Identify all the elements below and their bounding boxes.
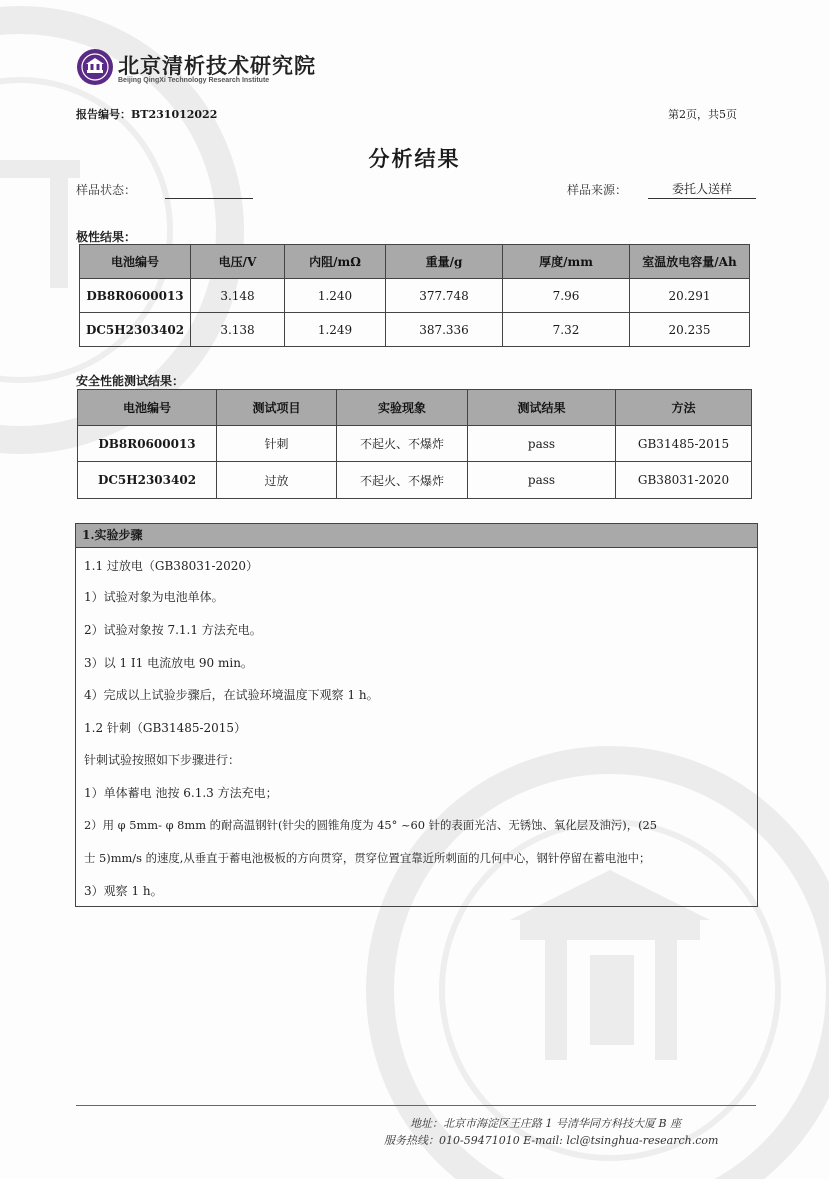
step-line: 3）观察 1 h。 — [84, 884, 163, 898]
phenomenon-cell: 不起火、不爆炸 — [337, 462, 468, 499]
safety-table — [77, 389, 752, 499]
step-line: 1.1 过放电（GB38031-2020） — [84, 559, 259, 573]
sample-state-value — [165, 181, 253, 199]
thickness-cell: 7.96 — [503, 279, 630, 313]
step-line: 2）试验对象按 7.1.1 方法充电。 — [84, 623, 262, 637]
polarity-header-cell: 厚度/mm — [503, 245, 630, 279]
org-name-en: Beijing QingXi Technology Research Institute — [118, 77, 270, 84]
phenomenon-cell: 不起火、不爆炸 — [337, 426, 468, 462]
polarity-header-cell: 电压/V — [191, 245, 285, 279]
safety-header-row — [78, 390, 752, 426]
footer-hotline: 服务热线：010-59471010 E-mail: lcl@tsinghua-research.com — [384, 1134, 719, 1147]
footer-address: 地址：北京市海淀区王庄路 1 号清华同方科技大厦 B 座 — [410, 1117, 682, 1130]
org-name-cn: 北京清析技术研究院 — [118, 53, 316, 78]
table-row — [78, 426, 752, 462]
page-title: 分析结果 — [368, 146, 461, 171]
step-line: 3）以 1 I1 电流放电 90 min。 — [84, 656, 253, 670]
battery-id-cell: DB8R0600013 — [78, 426, 217, 462]
safety-header-cell: 方法 — [616, 390, 752, 426]
report-number-label: 报告编号： — [76, 108, 131, 121]
voltage-cell: 3.148 — [191, 279, 285, 313]
sample-state-label: 样品状态： — [76, 183, 137, 197]
capacity-cell: 20.291 — [630, 279, 750, 313]
polarity-table — [79, 244, 750, 347]
weight-cell: 387.336 — [386, 313, 503, 347]
footer-divider — [76, 1105, 756, 1106]
polarity-section-title: 极性结果： — [76, 230, 137, 244]
method-cell: GB31485-2015 — [616, 426, 752, 462]
result-cell: pass — [468, 426, 616, 462]
test-item-cell: 针刺 — [217, 426, 337, 462]
resistance-cell: 1.249 — [285, 313, 386, 347]
resistance-cell: 1.240 — [285, 279, 386, 313]
step-line: 1）单体蓄电 池按 6.1.3 方法充电； — [84, 786, 278, 800]
polarity-header-cell: 室温放电容量/Ah — [630, 245, 750, 279]
safety-header-cell: 测试项目 — [217, 390, 337, 426]
institute-logo-icon — [76, 48, 114, 86]
steps-heading: 1.实验步骤 — [76, 524, 757, 548]
capacity-cell: 20.235 — [630, 313, 750, 347]
step-line: 针刺试验按照如下步骤进行： — [84, 753, 241, 767]
safety-section-title: 安全性能测试结果： — [76, 374, 185, 388]
step-line: 4）完成以上试验步骤后，在试验环境温度下观察 1 h。 — [84, 688, 379, 702]
report-number — [76, 106, 217, 122]
step-line: 士 5)mm/s 的速度,从垂直于蓄电池极板的方向贯穿，贯穿位置宜靠近所刺面的几何中心，钢针停留在蓄电池中； — [84, 851, 651, 865]
polarity-header-cell: 内阻/mΩ — [285, 245, 386, 279]
step-line: 1.2 针刺（GB31485-2015） — [84, 721, 247, 735]
safety-header-cell: 电池编号 — [78, 390, 217, 426]
weight-cell: 377.748 — [386, 279, 503, 313]
voltage-cell: 3.138 — [191, 313, 285, 347]
table-row — [80, 279, 750, 313]
step-line: 1）试验对象为电池单体。 — [84, 590, 224, 604]
thickness-cell: 7.32 — [503, 313, 630, 347]
battery-id-cell: DC5H2303402 — [78, 462, 217, 499]
battery-id-cell: DC5H2303402 — [80, 313, 191, 347]
polarity-header-row — [80, 245, 750, 279]
safety-header-cell: 实验现象 — [337, 390, 468, 426]
polarity-header-cell: 电池编号 — [80, 245, 191, 279]
sample-source-value: 委托人送样 — [648, 180, 756, 199]
test-item-cell: 过放 — [217, 462, 337, 499]
table-row — [80, 313, 750, 347]
battery-id-cell: DB8R0600013 — [80, 279, 191, 313]
result-cell: pass — [468, 462, 616, 499]
safety-header-cell: 测试结果 — [468, 390, 616, 426]
report-number-value: BT231012022 — [131, 108, 218, 121]
polarity-header-cell: 重量/g — [386, 245, 503, 279]
experiment-steps-box — [75, 523, 758, 907]
step-line: 2）用 φ 5mm- φ 8mm 的耐高温钢针(针尖的圆锥角度为 45° ~60 针的表面光洁、无锈蚀、氧化层及油污)，(25 — [84, 818, 658, 832]
table-row — [78, 462, 752, 499]
method-cell: GB38031-2020 — [616, 462, 752, 499]
sample-source-label: 样品来源： — [567, 183, 628, 197]
page-info: 第2页，共5页 — [668, 108, 737, 121]
